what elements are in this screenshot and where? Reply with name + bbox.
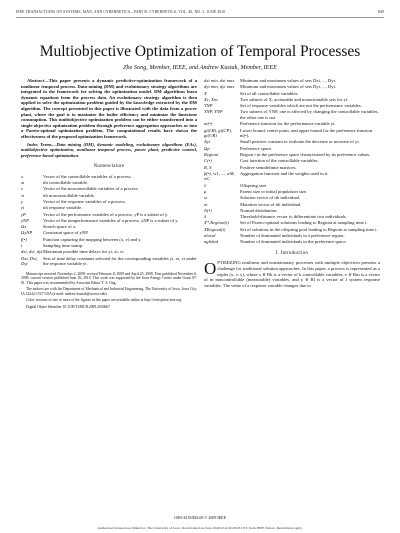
nomenclature-row	[204, 103, 380, 109]
nomenclature-row	[204, 165, 380, 171]
nomenclature-row	[204, 146, 380, 152]
nomenclature-row	[21, 224, 197, 230]
nomenclature-row	[21, 218, 197, 224]
nomenclature-row	[204, 139, 380, 145]
nomenclature-row	[204, 152, 380, 158]
nomenclature-row	[21, 249, 197, 255]
nomenclature-definition: Vector of the response variables of a process.	[43, 199, 126, 205]
nomenclature-symbol: x	[21, 173, 24, 179]
page-number: 849	[378, 10, 384, 14]
header-rule	[16, 17, 384, 18]
nomenclature-definition: ith response variable.	[43, 205, 83, 211]
license-notice: Authorized licensed use limited to: The University of Iowa. Downloaded on June 20,2010 at 02:29:43 UTC from IEEE Xplore. Restrictions apply.	[97, 526, 303, 530]
abstract: Abstract—This paper presents a dynamic predictive-optimization framework of a nonlinear temporal process. Data-mining (DM) and evolutionary strategy algorithms are integrated in the framework for solving the optimization model. DM algorithms learn dynamic equations from the process data. An evolutionary strategy algorithm is then applied to solve the optimization problem guided by the knowledge extracted by the DM algorithm. The concept presented in this paper is illustrated with the data from a power plant, where the goal is to maximize the boiler efficiency and minimize the limestone consumption. This multiobjective optimization problem can be either transformed into a single-objective optimization problem through preference aggregation approaches or into a Pareto-optimal optimization problem. The computational results have shown the effectiveness of the proposed optimization framework.	[21, 78, 197, 139]
footnote: Manuscript received November 2, 2008; revised February 8, 2009 and April 25, 2009. First published November 6, 2009; current version published June 16, 2010. This work was supported by the Iowa Energy Center under Grant 07-01. This paper was recommended by Associate Editor Y. S. Ong.	[21, 271, 197, 285]
nomenclature-symbol: μ	[204, 189, 207, 194]
nomenclature-definition: Sampling time stamp.	[43, 243, 84, 248]
nomenclature-row	[204, 220, 380, 226]
nomenclature-row	[204, 233, 380, 239]
nomenclature-row	[204, 84, 380, 90]
nomenclature-definition: Preference function for the performance variable yi.	[240, 121, 336, 127]
nomenclature-definition: Number of dominated individuals in a preference region.	[240, 232, 345, 238]
nomenclature-definition: Function capturing the mapping between (x, v) and y.	[43, 236, 142, 242]
nomenclature-row	[21, 193, 197, 199]
nomenclature-symbol: Dxi, Dvi, Dyi	[21, 255, 38, 267]
nomenclature-definition: Small positive constant to evaluate the decrease or increase of yi.	[240, 139, 360, 145]
nomenclature-definition: Maximum possible time delays for yi, xi, vi.	[43, 249, 125, 255]
nomenclature-definition: Search space of x.	[43, 224, 77, 230]
index-terms: Index Terms—Data mining (DM), dynamic modeling, evolutionary algorithms (EAs), multiobjective optimization, nonlinear temporal process, power plant, predictive control, preference-based optimization.	[21, 141, 197, 158]
right-column	[204, 78, 380, 290]
nomenclature-row	[21, 180, 197, 186]
nomenclature-definition: ith controllable variable.	[43, 180, 89, 186]
nomenclature-symbol: XRegioni(t)	[204, 226, 226, 232]
nomenclature-row	[21, 205, 197, 211]
nomenclature-symbol: si	[204, 195, 208, 201]
nomenclature-symbol: X*,Regioni(t)	[204, 220, 229, 226]
nomenclature-symbol: ni(•)	[204, 121, 213, 127]
nomenclature-definition: Set of solutions in the offspring pool leading to Regioni at sampling time t.	[240, 226, 378, 232]
nomenclature-symbol: yP	[21, 211, 26, 217]
nomenclature-definition: Preference space.	[240, 145, 273, 151]
footnote: Digital Object Identifier 10.1109/TSMCB.2009.2030667	[26, 304, 111, 309]
nomenclature-row	[204, 195, 380, 201]
nomenclature-symbol: f(•)	[21, 236, 27, 242]
running-head	[16, 10, 384, 14]
paper-authors: Zhe Song, Member, IEEE, and Andrew Kusiak, Member, IEEE	[123, 64, 277, 71]
nomenclature-symbol: dxi, dvi, dyi	[21, 249, 43, 255]
nomenclature-row	[204, 109, 380, 120]
nomenclature-definition: Solution vector of ith individual.	[240, 195, 301, 201]
nomenclature-definition: Two subsets of X, actionable and nonactionable sets for yi.	[240, 96, 349, 102]
nomenclature-definition: Threshold-distance vector to differentiate two individuals.	[240, 214, 347, 220]
nomenclature-definition: Cost function of the controllable variables.	[240, 158, 319, 164]
nomenclature-definition: Minimum and maximum values of sets Dyi, ..., Dyi.	[240, 84, 336, 90]
nomenclature-symbol: YNP, YNP	[204, 109, 223, 115]
nomenclature-definition: Mutation vector of ith individual.	[240, 201, 302, 207]
nomenclature-row	[21, 230, 197, 236]
nomenclature-list-right	[204, 78, 380, 245]
nomenclature-row	[204, 158, 380, 164]
nomenclature-symbol: YNP	[204, 103, 213, 109]
nomenclature-definition: ith noncontrollable variable.	[43, 192, 95, 198]
nomenclature-definition: Vector of the performance variables of a process, yP is a subset of y.	[43, 211, 169, 217]
left-column	[21, 78, 197, 311]
nomenclature-symbol: vi	[21, 192, 25, 198]
nomenclature-symbol: X	[204, 90, 207, 96]
nomenclature-row	[204, 183, 380, 189]
nomenclature-row	[204, 78, 380, 84]
nomenclature-symbol: ΩyNP	[21, 230, 33, 236]
nomenclature-definition: Normal distribution.	[240, 207, 278, 213]
nomenclature-definition: Sets of time delay constants selected for the corresponding variables yi, xi, vi under the response variable yi.	[43, 255, 197, 267]
paper-title: Multiobjective Optimization of Temporal Processes	[39, 43, 361, 60]
nomenclature-symbol: xi	[21, 180, 25, 186]
nomenclature-row	[21, 243, 197, 249]
nomenclature-row	[21, 237, 197, 243]
nomenclature-definition: Constraint space of yNP.	[43, 230, 89, 236]
nomenclature-symbol: Ωp	[204, 145, 210, 151]
nomenclature-list-left	[21, 174, 197, 267]
nomenclature-symbol: nglobal	[204, 239, 219, 245]
nomenclature-definition: Set of Pareto-optimal solutions leading to Regioni at sampling time t.	[240, 220, 368, 226]
nomenclature-symbol: yNP	[21, 217, 29, 223]
nomenclature-definition: Minimum and maximum values of sets Dxi, ..., Dyi.	[240, 78, 336, 83]
copyright-id: 1083-4419/$26.00 © 2009 IEEE	[173, 515, 227, 520]
nomenclature-row	[204, 97, 380, 103]
nomenclature-definition: Set of all controllable variables.	[240, 90, 299, 96]
introduction-text: PTIMIZING nonlinear and nonstationary processes with multiple objectives presents a challenge for traditional solution approaches. In this paper, a process is represented as a triplet (x, v, y), where x ∈ Rk is a vector of k controllable variables, v ∈ Rm is a vector of m noncontrollable (measurable) variables, and y ∈ Rl is a vector of l system response variables. The value of a response variable changes due to	[204, 260, 380, 288]
nomenclature-row	[21, 199, 197, 205]
nomenclature-symbol: dxi min, dxi max	[204, 78, 235, 83]
nomenclature-row	[204, 91, 380, 97]
nomenclature-row	[204, 128, 380, 139]
nomenclature-definition: Two subsets of YNP, one is affected by changing the controllable variables, the other one is not.	[240, 109, 379, 120]
nomenclature-definition: Number of dominated individuals in the preference space.	[240, 239, 347, 245]
nomenclature-symbol: Ωx	[21, 224, 27, 230]
nomenclature-row	[21, 256, 197, 267]
nomenclature-row	[21, 174, 197, 180]
nomenclature-row	[204, 214, 380, 220]
nomenclature-row	[21, 212, 197, 218]
nomenclature-heading: Nomenclature	[93, 164, 125, 170]
nomenclature-symbol: β(•), w1, ..., wM, wC	[204, 170, 235, 182]
nomenclature-definition: Positive semidefinite matrices.	[240, 164, 297, 170]
nomenclature-symbol: Δyi	[204, 139, 211, 145]
footnote: Color versions of one or more of the figures in this paper are available online at http://ieeexplore.ieee.org.	[26, 298, 183, 303]
nomenclature-row	[204, 121, 380, 127]
nomenclature-row	[204, 227, 380, 233]
nomenclature-definition: Vector of the noncontrollable variables of a process.	[43, 186, 139, 192]
footnotes	[21, 272, 197, 310]
nomenclature-symbol: yi	[21, 205, 25, 211]
nomenclature-definition: Offspring size.	[240, 182, 268, 188]
nomenclature-definition: Parent size or initial population size.	[240, 189, 308, 194]
nomenclature-row	[204, 208, 380, 214]
nomenclature-row	[21, 186, 197, 192]
nomenclature-row	[204, 239, 380, 245]
nomenclature-symbol: gi(LB), gi(CP), gi(UB)	[204, 127, 232, 139]
nomenclature-definition: Lower bound, center point, and upper bound for the preference function ni(•).	[240, 127, 373, 139]
nomenclature-row	[204, 189, 380, 195]
introduction-paragraph	[204, 260, 380, 288]
nomenclature-symbol: δ	[204, 214, 207, 220]
nomenclature-row	[204, 202, 380, 208]
running-head-journal: IEEE TRANSACTIONS ON SYSTEMS, MAN, AND CYBERNETICS—PART B: CYBERNETICS, VOL. 40, NO. 3, JUNE 2010	[16, 10, 226, 14]
footnote: The authors are with the Department of Mechanical and Industrial Engineering, The University of Iowa, Iowa City, IA 52242-1527 USA (e-mail: andrew-kusiak@uiowa.edu).	[21, 287, 197, 296]
nomenclature-row	[204, 171, 380, 182]
nomenclature-symbol: nlocal	[204, 232, 216, 238]
nomenclature-symbol: Xc, Xnc	[204, 96, 219, 102]
nomenclature-definition: Region i in the preference space characterized by its preference values.	[240, 152, 371, 157]
nomenclature-definition: Vector of the controllable variables of a process.	[43, 173, 132, 179]
introduction-heading: I. Introduction	[275, 250, 309, 256]
nomenclature-definition: Set of response variables which are not the performance variables.	[240, 103, 362, 109]
nomenclature-symbol: v	[21, 186, 24, 192]
nomenclature-symbol: C(•)	[204, 158, 212, 164]
nomenclature-symbol: N(•)	[204, 207, 212, 213]
nomenclature-symbol: dyi min, dyi max	[204, 84, 235, 90]
nomenclature-symbol: Regioni	[204, 152, 219, 157]
nomenclature-definition: Aggregation function and the weights used in it.	[240, 170, 329, 176]
nomenclature-symbol: λ	[204, 182, 206, 188]
nomenclature-symbol: σi	[204, 201, 208, 207]
drop-cap: O	[204, 259, 217, 279]
nomenclature-symbol: t	[21, 243, 23, 248]
nomenclature-symbol: y	[21, 199, 24, 205]
nomenclature-symbol: R, S	[204, 164, 212, 170]
nomenclature-definition: Vector of the nonperformance variables of a process, yNP is a subset of y.	[43, 217, 179, 223]
